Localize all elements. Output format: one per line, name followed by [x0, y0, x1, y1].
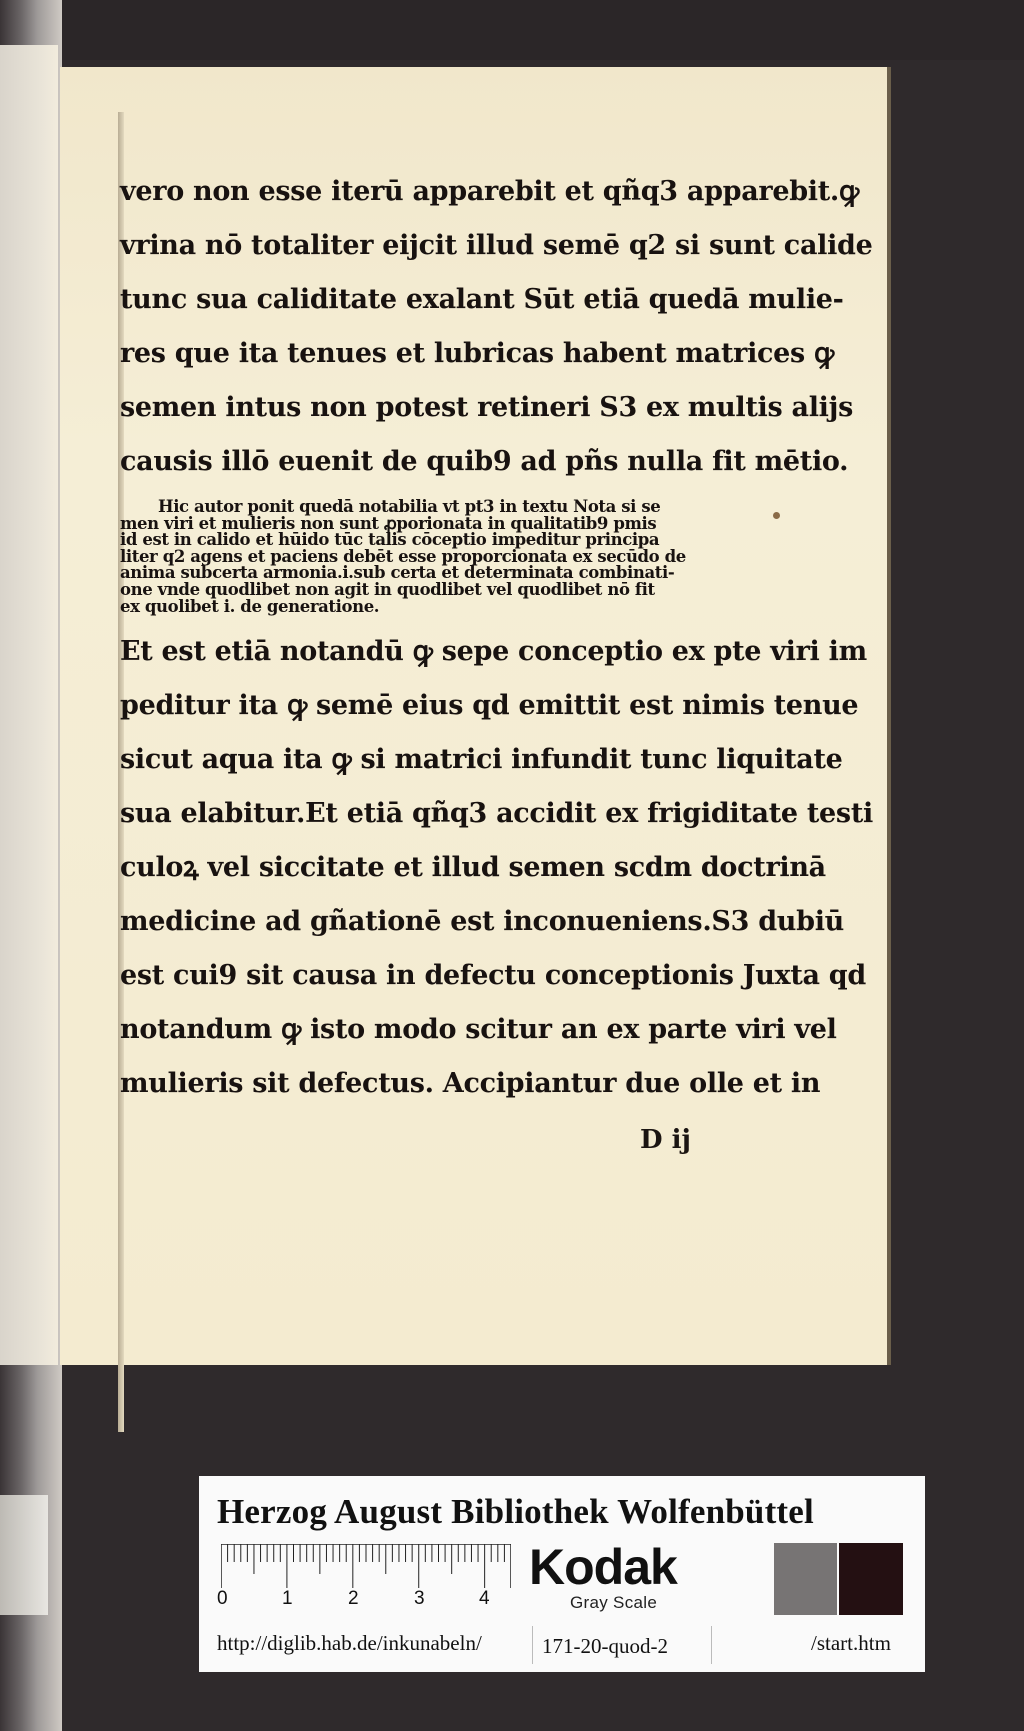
text-line: est cui9 sit causa in defectu conceptionis Juxta qd — [120, 960, 866, 992]
ruler-label: 1 — [282, 1588, 293, 1609]
text-line: sicut aqua ita ꝙ si matrici infundit tunc liquitate — [120, 744, 843, 776]
main-paragraph — [120, 165, 873, 489]
text-line: tunc sua caliditate exalant Sūt etiā quedā mulie- — [120, 284, 844, 315]
ruler-labels — [217, 1588, 517, 1612]
gloss-line: men viri et mulieris non sunt ꝓporionata in qualitatib9 pmis — [120, 513, 657, 533]
text-line: culoꝝ vel siccitate et illud semen scdm doctrinā — [120, 852, 826, 884]
ruler-label: 4 — [479, 1588, 490, 1609]
ruler-label: 2 — [348, 1588, 359, 1609]
second-paragraph — [120, 625, 873, 1111]
gloss-line: ex quolibet i. de generatione. — [120, 596, 380, 616]
signature-mark: D ij — [640, 1125, 691, 1155]
text-line: Et est etiā notandū ꝙ sepe conceptio ex pte viri im — [120, 636, 867, 668]
facing-page-edge — [0, 45, 58, 1365]
page-text — [120, 165, 873, 1111]
kodak-logo: Kodak — [529, 1539, 677, 1595]
text-line: vrina nō totaliter eijcit illud semē q2 si sunt calide — [120, 230, 873, 261]
url-suffix: /start.htm — [811, 1631, 891, 1655]
text-line: notandum ꝙ isto modo scitur an ex parte viri vel — [120, 1014, 837, 1046]
ruler-label: 0 — [217, 1588, 228, 1609]
url-prefix: http://diglib.hab.de/inkunabeln/ — [217, 1631, 482, 1655]
gloss-line: id est in calido et hūido tūc talis cōceptio impeditur principa — [120, 530, 660, 550]
text-line: res que ita tenues et lubricas habent matrices ꝙ — [120, 338, 835, 369]
gloss-line: Hic autor ponit quedā notabilia vt pt3 in textu Nota si se — [158, 497, 661, 516]
gloss-line: liter q2 agens et paciens debēt esse proporcionata ex secūdo de — [120, 546, 686, 566]
ruler-label: 3 — [414, 1588, 425, 1609]
binding-tape — [0, 1495, 48, 1615]
ruler-scale — [221, 1544, 511, 1588]
ink-spot — [773, 512, 780, 519]
text-line: mulieris sit defectus. Accipiantur due olle et in — [120, 1068, 821, 1100]
gray-scale-label: Gray Scale — [570, 1593, 658, 1612]
text-line: semen intus non potest retineri S3 ex multis alijs — [120, 392, 853, 423]
gloss-line: one vnde quodlibet non agit in quodlibet vel quodlibet nō fit — [120, 579, 655, 599]
gray-swatch — [774, 1543, 837, 1615]
gloss-line: anima subcerta armonia.i.sub certa et determinata combinati- — [120, 563, 675, 583]
text-line: causis illō euenit de quib9 ad pñs nulla fit mētio. — [120, 446, 849, 477]
text-line: peditur ita ꝙ semē eius qd emittit est nimis tenue — [120, 690, 859, 722]
library-color-card — [199, 1476, 925, 1672]
url-id: 171-20-quod-2 — [542, 1634, 668, 1658]
dark-swatch — [839, 1543, 903, 1615]
library-title: Herzog August Bibliothek Wolfenbüttel — [217, 1492, 814, 1531]
text-line: sua elabitur.Et etiā qñq3 accidit ex frigiditate testi — [120, 798, 873, 830]
scan-background-top — [0, 0, 1024, 60]
text-line: vero non esse iterū apparebit et qñq3 apparebit.ꝙ — [120, 176, 860, 207]
commentary-gloss — [120, 499, 720, 615]
text-line: medicine ad gñationē est inconueniens.S3 dubiū — [120, 906, 844, 938]
